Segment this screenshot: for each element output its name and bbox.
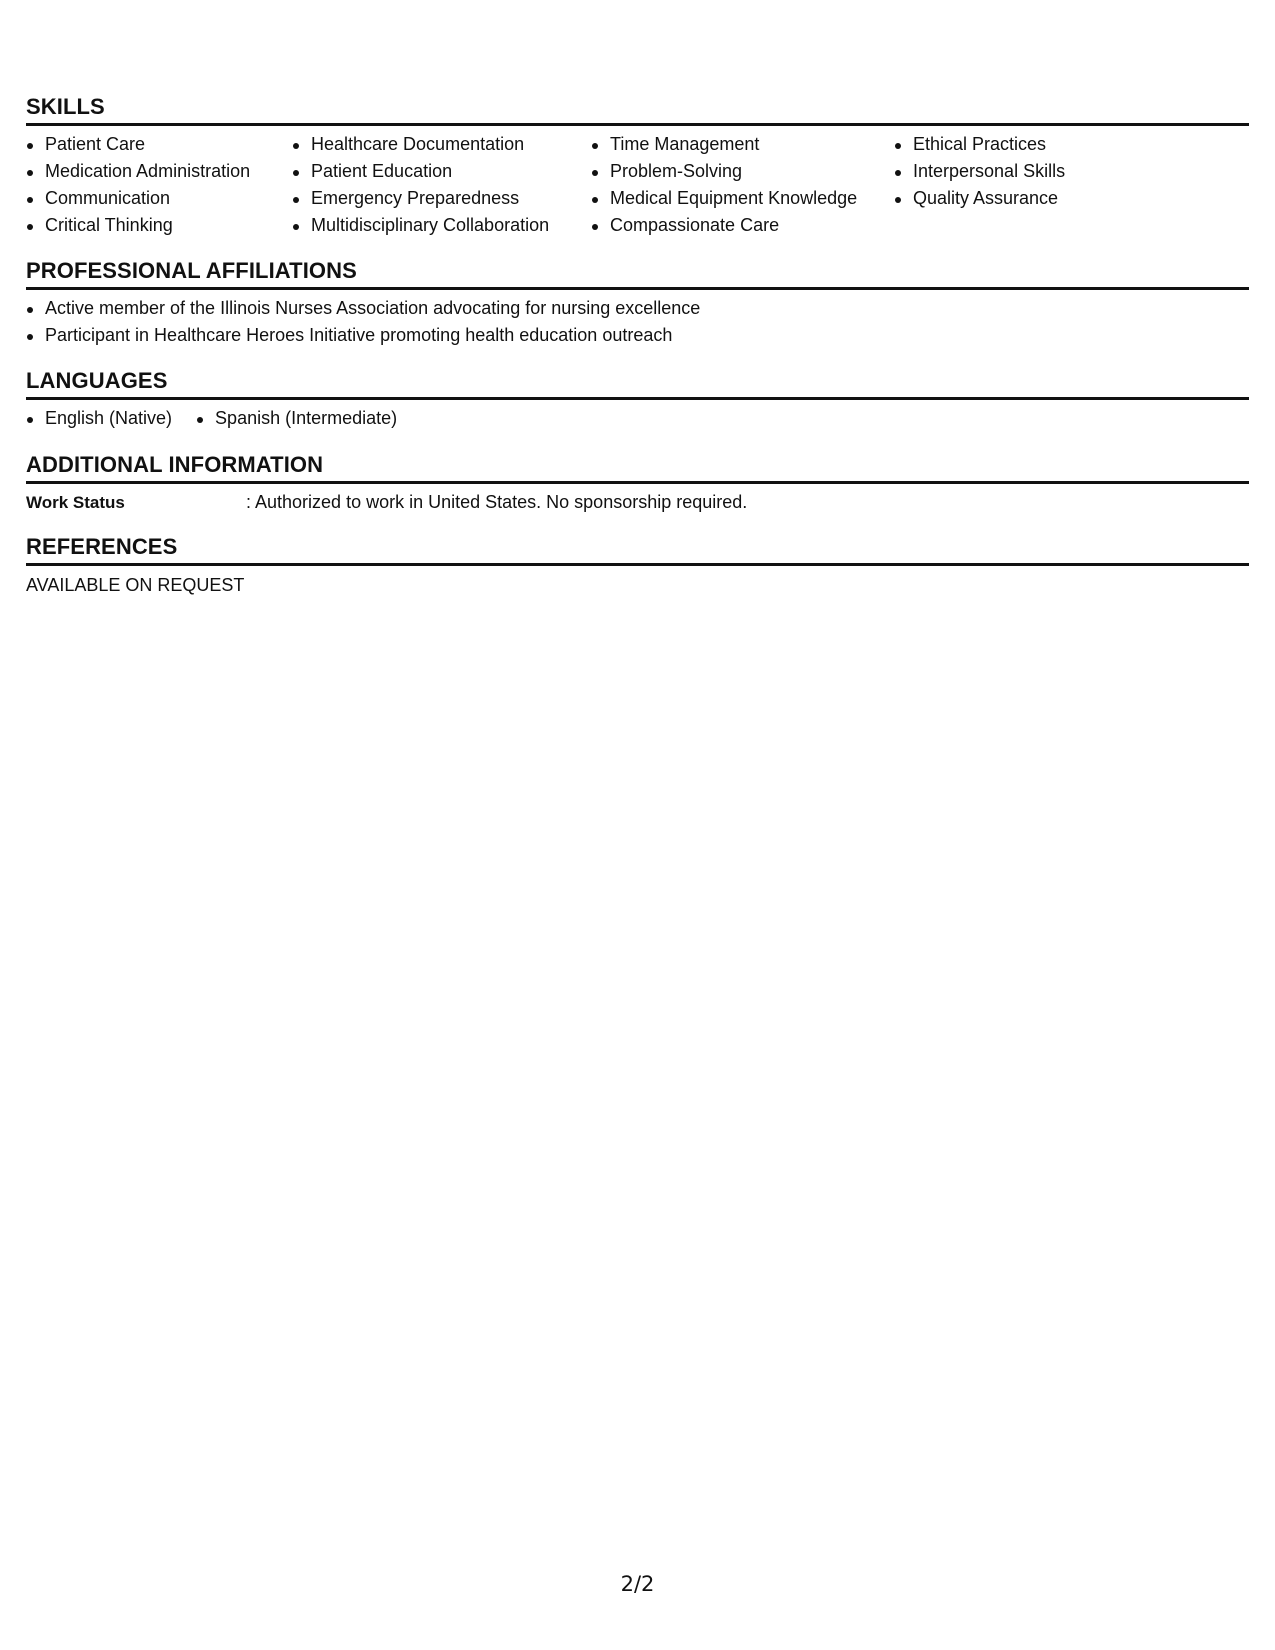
skill-item: Problem-Solving (591, 158, 894, 185)
work-status-value: : Authorized to work in United States. No sponsorship required. (246, 492, 748, 512)
languages-section (26, 368, 1249, 452)
work-status-row (26, 484, 1249, 516)
skill-item: Medical Equipment Knowledge (591, 185, 894, 212)
additional-info-section (26, 452, 1249, 534)
affiliations-list (26, 290, 1249, 349)
references-heading: REFERENCES (26, 534, 1249, 566)
skill-item: Multidisciplinary Collaboration (292, 212, 591, 239)
skill-item: Quality Assurance (894, 185, 1194, 212)
skill-item: Ethical Practices (894, 131, 1194, 158)
references-text: AVAILABLE ON REQUEST (26, 575, 245, 595)
language-item: Spanish (Intermediate) (196, 405, 397, 432)
skill-item: Medication Administration (26, 158, 292, 185)
affiliations-heading: PROFESSIONAL AFFILIATIONS (26, 258, 1249, 290)
skills-column (292, 131, 591, 239)
languages-list (26, 400, 1249, 432)
resume-page (26, 94, 1249, 599)
skill-item: Time Management (591, 131, 894, 158)
skills-column (591, 131, 894, 239)
skills-column (894, 131, 1194, 239)
skill-item: Emergency Preparedness (292, 185, 591, 212)
additional-info-heading: ADDITIONAL INFORMATION (26, 452, 1249, 484)
language-item: English (Native) (26, 405, 172, 432)
skills-heading: SKILLS (26, 94, 1249, 126)
skill-item: Patient Care (26, 131, 292, 158)
languages-heading: LANGUAGES (26, 368, 1249, 400)
skill-item: Healthcare Documentation (292, 131, 591, 158)
skill-item: Communication (26, 185, 292, 212)
skill-item: Critical Thinking (26, 212, 292, 239)
skills-section (26, 94, 1249, 258)
affiliation-item: Participant in Healthcare Heroes Initiative promoting health education outreach (26, 322, 1249, 349)
affiliations-section (26, 258, 1249, 368)
affiliation-item: Active member of the Illinois Nurses Association advocating for nursing excellence (26, 295, 1249, 322)
skills-column (26, 131, 292, 239)
references-section (26, 534, 1249, 599)
skills-grid (26, 126, 1249, 239)
work-status-label: Work Status (26, 493, 125, 512)
skill-item: Patient Education (292, 158, 591, 185)
page-number: 2/2 (620, 1572, 655, 1596)
skill-item: Compassionate Care (591, 212, 894, 239)
skill-item: Interpersonal Skills (894, 158, 1194, 185)
